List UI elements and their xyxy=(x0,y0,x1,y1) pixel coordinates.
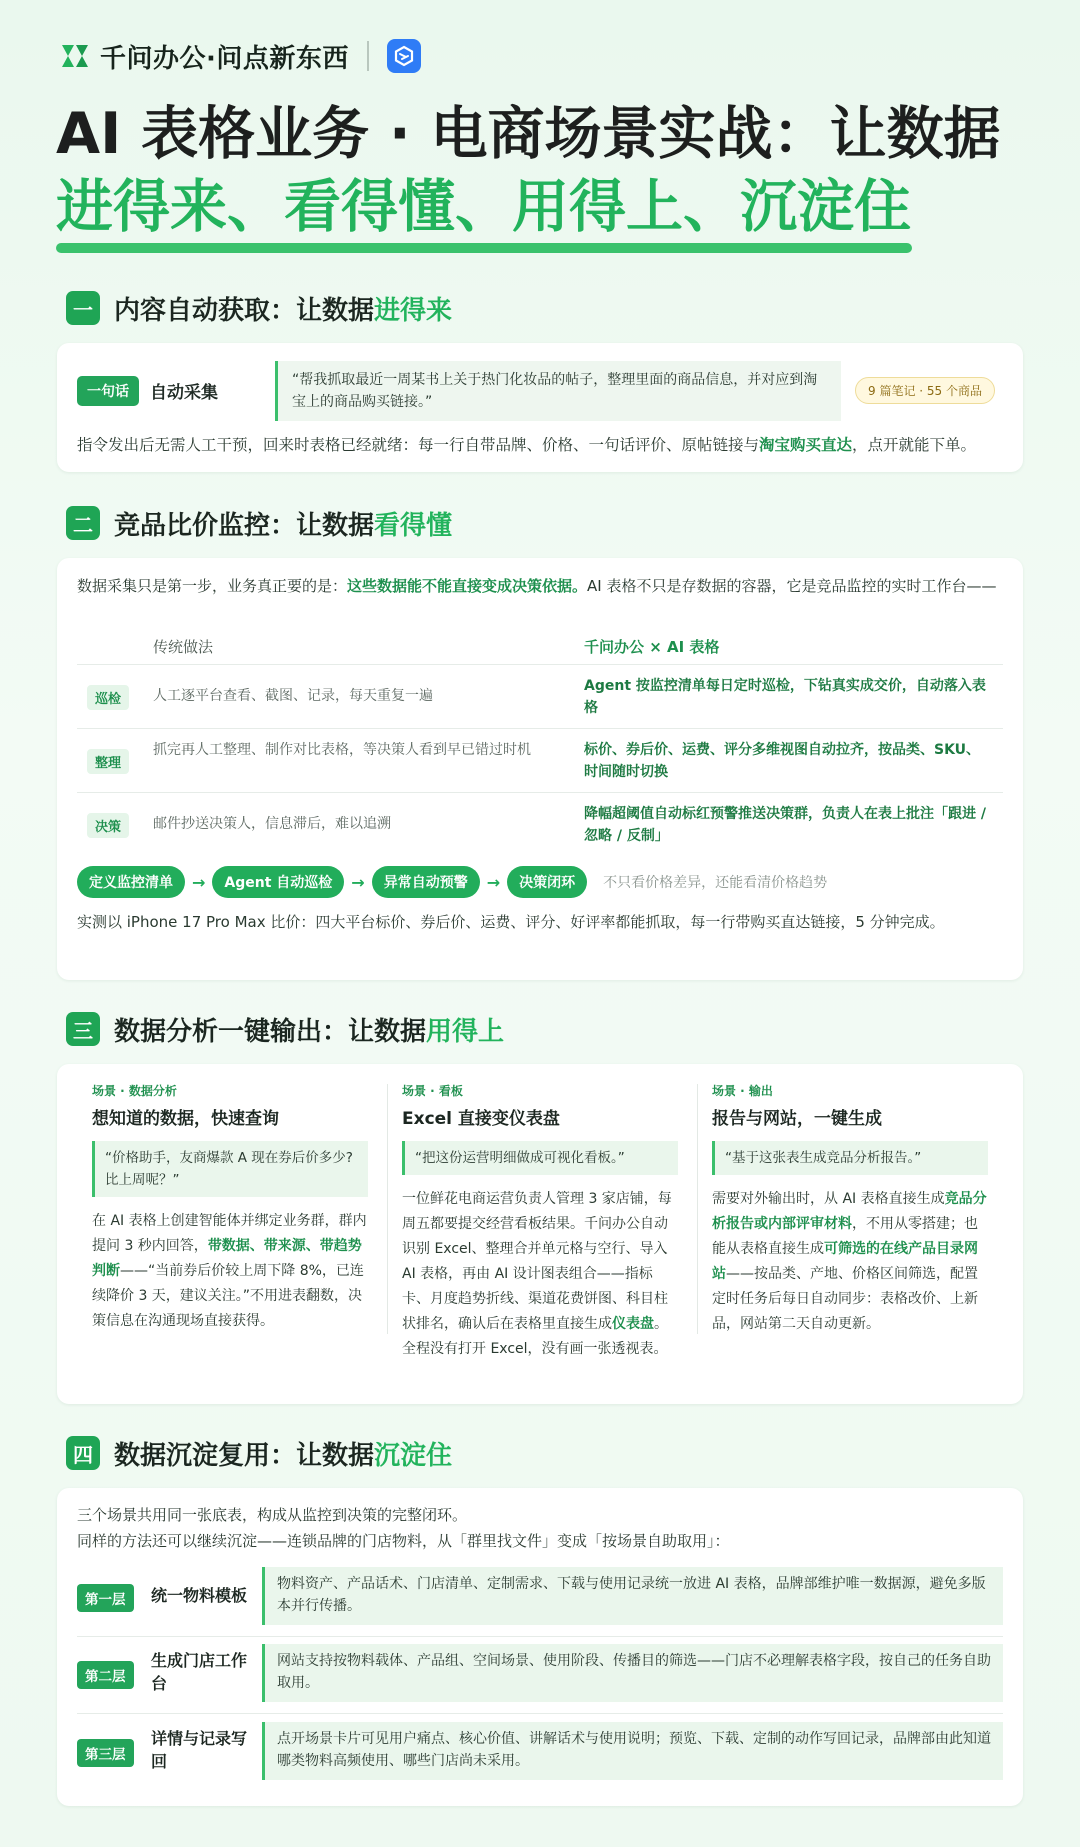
scenario-column-analysis xyxy=(92,1082,368,1334)
scenario-title: 想知道的数据，快速查询 xyxy=(92,1109,279,1129)
intro-line-2: 同样的方法还可以继续沉淀——连锁品牌的门店物料，从「群里找文件」变成「按场景自助取用」： xyxy=(77,1532,730,1550)
one-line-tag: 一句话 xyxy=(77,376,139,406)
scenario-kicker: 场景 · 输出 xyxy=(712,1084,773,1098)
tier-name: 生成门店工作台 xyxy=(151,1651,248,1693)
row-tag: 整理 xyxy=(87,749,129,774)
tier-divider xyxy=(77,1713,1003,1714)
scenario-quote: “把这份运营明细做成可视化看板。” xyxy=(402,1141,678,1175)
flow-step: 定义监控清单 xyxy=(77,866,185,898)
tier-divider xyxy=(77,1636,1003,1637)
tier-description: 网站支持按物料载体、产品组、空间场景、使用阶段、传播目的筛选——门店不必理解表格字段，按自己的任务自助取用。 xyxy=(262,1644,1003,1702)
scenario-quote: “基于这张表生成竞品分析报告。” xyxy=(712,1141,988,1175)
section-4-intro xyxy=(77,1502,730,1554)
tier-row xyxy=(77,1567,1003,1625)
tier-tag: 第二层 xyxy=(77,1661,134,1689)
section-2-footnote: 实测以 iPhone 17 Pro Max 比价：四大平台标价、券后价、运费、评分、好评率都能抓取，每一行带购买直达链接，5 分钟完成。 xyxy=(77,913,945,931)
brand-header xyxy=(58,38,421,74)
section-2-header xyxy=(66,505,452,541)
column-header-ai-table: 千问办公 × AI 表格 xyxy=(584,638,720,656)
app-icon xyxy=(387,39,421,73)
column-divider xyxy=(387,1084,388,1334)
tier-description: 物料资产、产品话术、门店清单、定制需求、下载与使用记录统一放进 AI 表格，品牌部维护唯一数据源，避免多版本并行传播。 xyxy=(262,1567,1003,1625)
ai-table-text: 标价、券后价、运费、评分多维视图自动拉齐，按品类、SKU、时间随时切换 xyxy=(584,742,981,780)
section-2-intro: 数据采集只是第一步，业务真正要的是：这些数据能不能直接变成决策依据。AI 表格不只是存数据的容器，它是竞品监控的实时工作台—— xyxy=(77,577,997,595)
section-number: 二 xyxy=(66,506,100,540)
scenario-column-dashboard xyxy=(402,1082,678,1362)
tier-row xyxy=(77,1644,1003,1702)
auto-collect-label: 自动采集 xyxy=(150,383,218,403)
section-1-card xyxy=(57,343,1023,472)
result-badge: 9 篇笔记 · 55 个商品 xyxy=(855,377,995,404)
tier-tag: 第一层 xyxy=(77,1584,134,1612)
tier-row xyxy=(77,1722,1003,1780)
flow-step: 决策闭环 xyxy=(507,866,587,898)
arrow-right-icon: → xyxy=(351,872,365,892)
row-tag: 决策 xyxy=(87,813,129,838)
section-3-header xyxy=(66,1011,504,1047)
section-number: 一 xyxy=(66,291,100,325)
title-line-1: AI 表格业务 · 电商场景实战：让数据 xyxy=(56,101,1001,167)
scenario-body: 一位鲜花电商运营负责人管理 3 家店铺，每周五都要提交经营看板结果。千问办公自动识别 Excel、整理合并单元格与空行、导入 AI 表格，再由 AI 设计图表组合——指标卡、月度趋势折线、渠道花费饼图、科目柱状排名，确认后在表格里直接生成仪表盘。全程没有打开 Excel，没有画一张透视表。 xyxy=(402,1191,672,1357)
section-1-header xyxy=(66,290,452,326)
scenario-quote: “价格助手，友商爆款 A 现在券后价多少? 比上周呢？” xyxy=(92,1141,368,1197)
scenario-kicker: 场景 · 看板 xyxy=(402,1084,463,1098)
section-3-card xyxy=(57,1064,1023,1404)
traditional-text: 抓完再人工整理、制作对比表格，等决策人看到早已错过时机 xyxy=(153,742,531,758)
brand-name: 千问办公·问点新东西 xyxy=(100,43,349,74)
title-line-2: 进得来、看得懂、用得上、沉淀住 xyxy=(56,174,911,240)
section-2-card xyxy=(57,558,1023,980)
scenario-body: 在 AI 表格上创建智能体并绑定业务群，群内提问 3 秒内回答，带数据、带来源、带趋势判断——“当前券后价较上周下降 8%，已连续降价 3 天，建议关注。”不用进表翻数，决策信息在沟通现场直接获得。 xyxy=(92,1213,367,1329)
comparison-row xyxy=(77,728,1003,792)
ai-table-text: 降幅超阈值自动标红预警推送决策群，负责人在表上批注「跟进 / 忽略 / 反制」 xyxy=(584,806,986,844)
section-number: 三 xyxy=(66,1012,100,1046)
comparison-row xyxy=(77,664,1003,728)
scenario-kicker: 场景 · 数据分析 xyxy=(92,1084,177,1098)
flow-note: 不只看价格差异，还能看清价格趋势 xyxy=(603,875,828,891)
column-header-traditional: 传统做法 xyxy=(153,638,214,656)
qianwen-logo-icon xyxy=(58,39,92,73)
workflow-steps xyxy=(77,866,827,898)
intro-line-1: 三个场景共用同一张底表，构成从监控到决策的完整闭环。 xyxy=(77,1506,468,1524)
tier-tag: 第三层 xyxy=(77,1739,134,1767)
section-title: 数据分析一键输出：让数据用得上 xyxy=(114,1016,505,1047)
traditional-text: 人工逐平台查看、截图、记录，每天重复一遍 xyxy=(153,688,433,704)
scenario-title: Excel 直接变仪表盘 xyxy=(402,1109,560,1129)
ai-table-text: Agent 按监控清单每日定时巡检，下钻真实成交价，自动落入表格 xyxy=(584,678,986,716)
page-title xyxy=(56,98,1046,244)
title-underline xyxy=(56,243,912,253)
scenario-body: 需要对外输出时，从 AI 表格直接生成竞品分析报告或内部评审材料，不用从零搭建；也能从表格直接生成可筛选的在线产品目录网站——按品类、产地、价格区间筛选，配置定时任务后每日自动同步：表格改价、上新品，网站第二天自动更新。 xyxy=(712,1191,987,1332)
column-divider xyxy=(697,1084,698,1334)
tier-description: 点开场景卡片可见用户痛点、核心价值、讲解话术与使用说明；预览、下载、定制的动作写回记录，品牌部由此知道哪类物料高频使用、哪些门店尚未采用。 xyxy=(262,1722,1003,1780)
section-title: 数据沉淀复用：让数据沉淀住 xyxy=(114,1440,453,1471)
row-tag: 巡检 xyxy=(87,685,129,710)
arrow-right-icon: → xyxy=(192,872,206,892)
section-4-header xyxy=(66,1435,452,1471)
tier-name: 统一物料模板 xyxy=(151,1586,248,1605)
traditional-text: 邮件抄送决策人，信息滞后，难以追溯 xyxy=(153,816,391,832)
prompt-quote: “帮我抓取最近一周某书上关于热门化妆品的帖子，整理里面的商品信息，并对应到淘宝上的商品购买链接。” xyxy=(275,361,841,421)
comparison-row xyxy=(77,792,1003,856)
section-4-card xyxy=(57,1488,1023,1806)
flow-step: Agent 自动巡检 xyxy=(212,866,344,898)
section-number: 四 xyxy=(66,1436,100,1470)
flow-step: 异常自动预警 xyxy=(372,866,480,898)
scenario-title: 报告与网站，一键生成 xyxy=(712,1109,882,1129)
section-title: 内容自动获取：让数据进得来 xyxy=(114,295,453,326)
arrow-right-icon: → xyxy=(486,872,501,892)
brand-divider xyxy=(367,41,369,71)
section-1-description: 指令发出后无需人工干预，回来时表格已经就绪：每一行自带品牌、价格、一句话评价、原帖链接与淘宝购买直达，点开就能下单。 xyxy=(77,436,977,454)
scenario-column-output xyxy=(712,1082,988,1337)
tier-name: 详情与记录写回 xyxy=(151,1729,248,1771)
section-title: 竞品比价监控：让数据看得懂 xyxy=(114,510,453,541)
